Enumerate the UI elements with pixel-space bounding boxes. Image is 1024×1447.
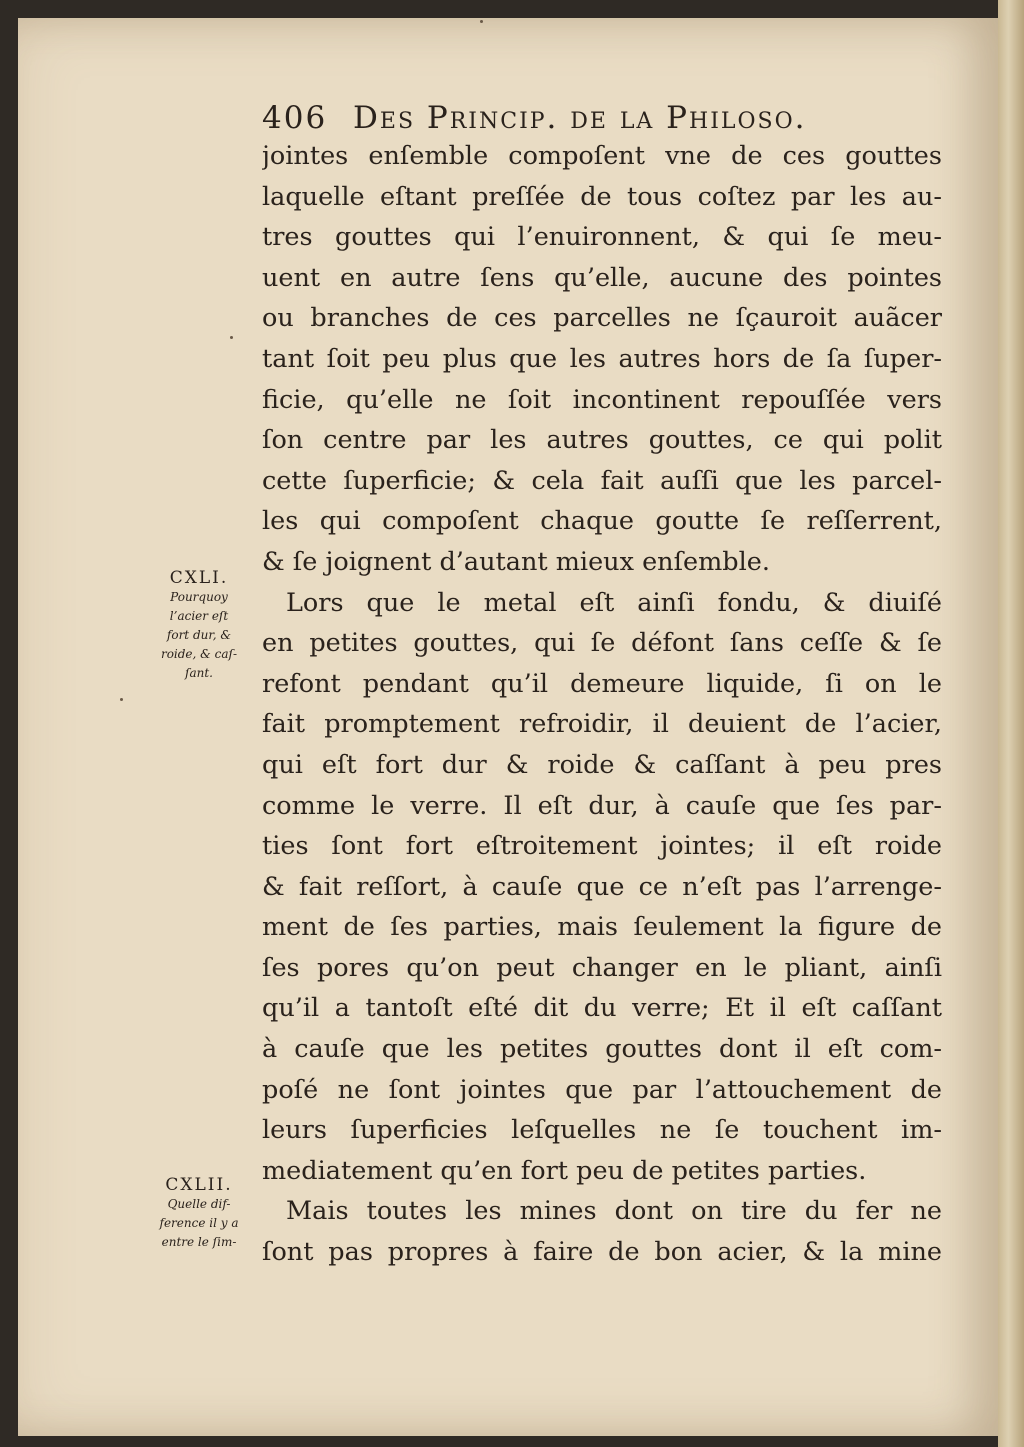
page-number: 406 [262, 100, 328, 136]
ink-speck [480, 20, 483, 23]
text-line: tres gouttes qui l’enuironnent, & qui ſe meu- [262, 222, 942, 253]
text-line: fait promptement refroidir, il deuient de l’acier, [262, 709, 942, 740]
text-line: mediatement qu’en fort peu de petites parties. [262, 1155, 867, 1186]
text-line: & ſe joignent d’autant mieux enſemble. [262, 546, 770, 577]
text-line: ment de ſes parties, mais ſeulement la figure de [262, 912, 942, 943]
ink-speck [230, 336, 233, 339]
text-line: qui eſt fort dur & roide & caſſant à peu pres [262, 749, 942, 780]
running-title: Des Princip. de la Philoso. [353, 100, 807, 136]
margin-note [140, 568, 258, 683]
text-line: en petites gouttes, qui ſe défont ſans ceſſe & ſe [262, 628, 942, 659]
text-line: ou branches de ces parcelles ne ſçauroit auãcer [262, 303, 942, 334]
text-line: comme le verre. Il eſt dur, à cauſe que ſes par- [262, 790, 942, 821]
text-line: qu’il a tantoſt eſté dit du verre; Et il eſt caſſant [262, 993, 942, 1024]
margin-note-line: Pourquoy [170, 590, 228, 604]
text-line: leurs ſuperficies leſquelles ne ſe touchent im- [262, 1115, 942, 1146]
margin-note-line: Quelle dif- [167, 1197, 231, 1211]
text-line: & fait reſſort, à cauſe que ce n’eſt pas l’arrenge- [262, 871, 942, 902]
margin-note [138, 1175, 260, 1252]
running-head [262, 100, 942, 140]
margin-note-number: CXLI. [169, 568, 229, 588]
ink-speck [120, 698, 123, 701]
margin-note-line: fort dur, & [166, 628, 232, 642]
adjacent-page-edge [998, 0, 1024, 1447]
text-line: les qui compoſent chaque goutte ſe reſſerrent, [262, 506, 942, 537]
text-line: uent en autre ſens qu’elle, aucune des pointes [262, 262, 942, 293]
text-line: Mais toutes les mines dont on tire du fer ne [286, 1196, 942, 1227]
body-text [262, 136, 942, 1273]
text-line: ſon centre par les autres gouttes, ce qui polit [262, 425, 942, 456]
text-line: Lors que le metal eſt ainſi fondu, & diuiſé [286, 587, 942, 618]
text-line: ſont pas propres à faire de bon acier, & la mine [262, 1237, 942, 1268]
text-line: ficie, qu’elle ne ſoit incontinent repouſſée vers [262, 384, 942, 415]
margin-note-line: ſant. [185, 666, 213, 680]
margin-note-line: roide, & caſ- [160, 647, 238, 661]
margin-note-line: entre le ſim- [161, 1235, 237, 1249]
margin-note-line: ference il y a [159, 1216, 239, 1230]
text-line: jointes enſemble compoſent vne de ces gouttes [262, 141, 942, 171]
margin-note-number: CXLII. [165, 1175, 233, 1195]
text-line: laquelle eſtant preſſée de tous coſtez par les au- [262, 181, 942, 212]
text-line: tant ſoit peu plus que les autres hors de ſa ſuper- [262, 343, 942, 374]
text-line: cette ſuperficie; & cela fait auſſi que les parcel- [262, 465, 942, 496]
text-line: ſes pores qu’on peut changer en le pliant, ainſi [262, 952, 942, 983]
text-line: refont pendant qu’il demeure liquide, ſi on le [262, 668, 942, 699]
text-line: à cauſe que les petites gouttes dont il eſt com- [262, 1034, 942, 1065]
text-line: ties ſont fort eſtroitement jointes; il eſt roide [262, 831, 942, 862]
margin-note-line: l’acier eſt [169, 609, 229, 623]
text-line: poſé ne ſont jointes que par l’attouchement de [262, 1074, 942, 1105]
